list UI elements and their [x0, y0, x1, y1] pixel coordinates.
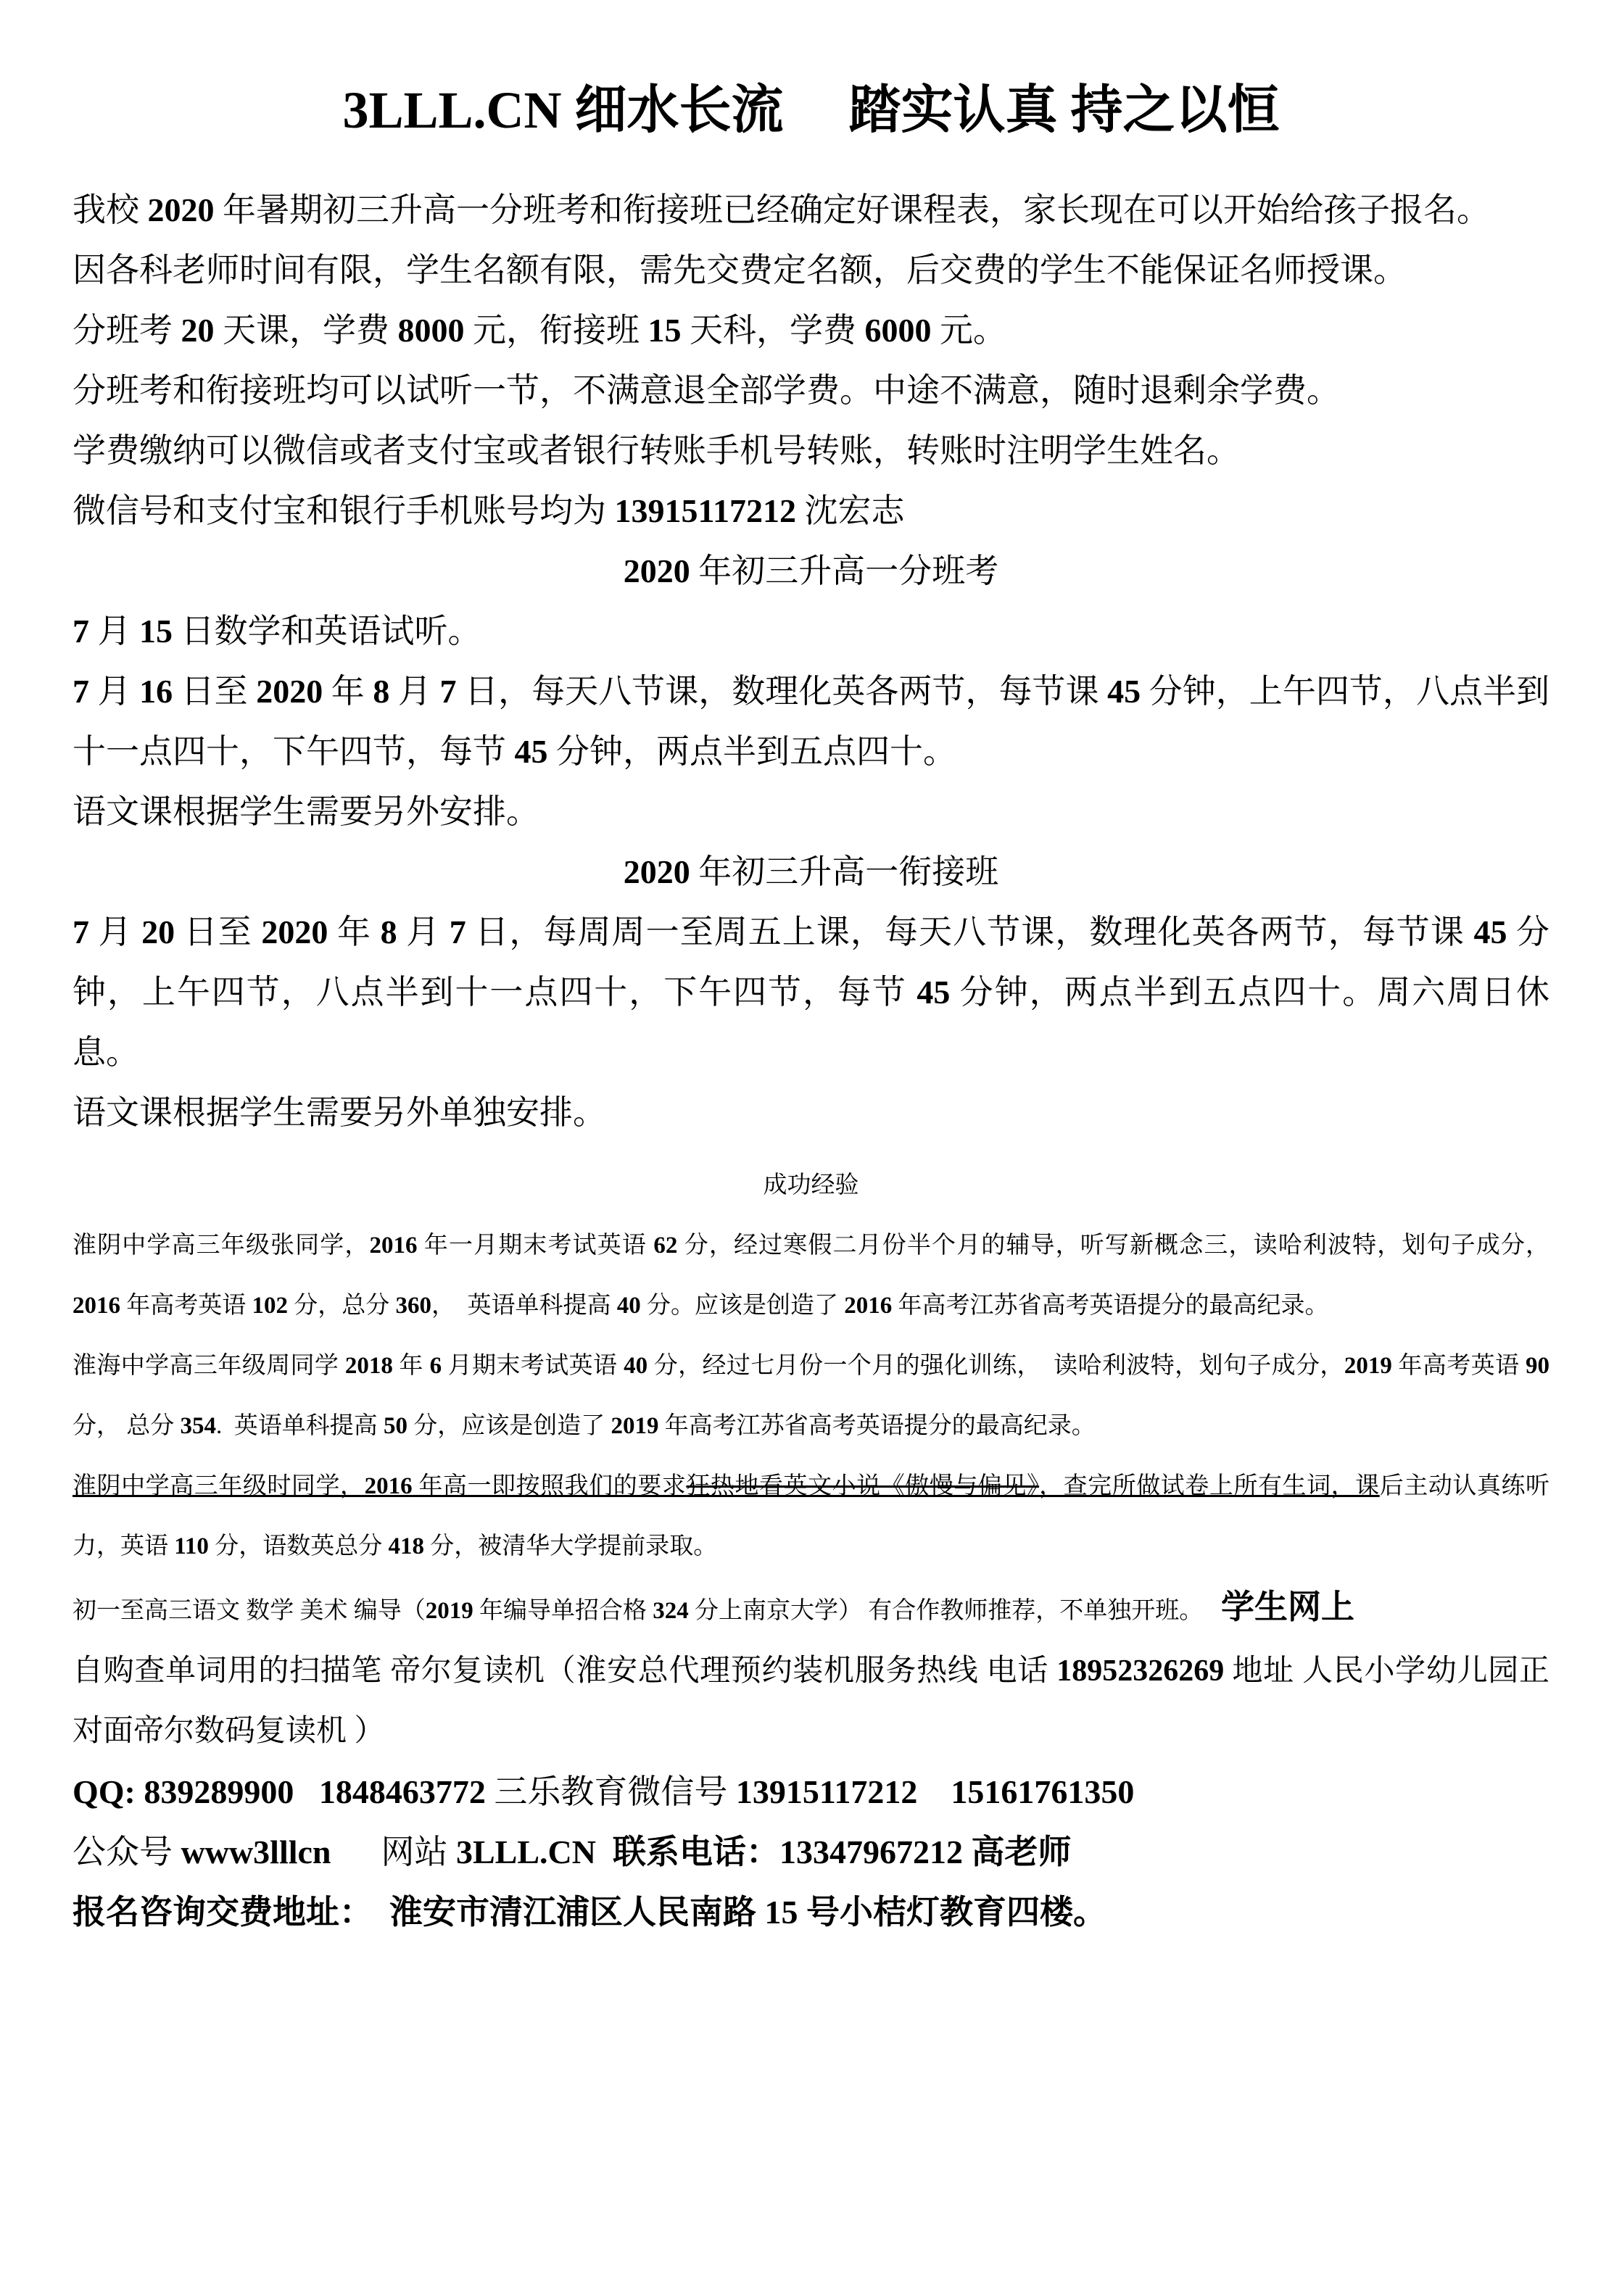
text-run: 网站: [331, 1833, 456, 1870]
text-run: . 英语单科提高: [216, 1413, 384, 1439]
text-run: 分，经过寒假二月份半个月的辅导，听写新概念三，读哈利波特，划句子成分，: [677, 1232, 1549, 1259]
text-run: 6000: [864, 312, 932, 349]
text-run: 16: [139, 673, 173, 710]
text-run: 淮海中学高三年级周同学: [73, 1353, 345, 1379]
text-run: 分上南京大学） 有合作教师推荐，不单独开班。: [688, 1598, 1221, 1624]
paragraph: [73, 481, 1549, 541]
text-run: 418: [388, 1533, 424, 1559]
paragraph: [73, 420, 1549, 481]
paragraph: [73, 1577, 1549, 1641]
paragraph: [73, 1216, 1549, 1336]
text-run: 13915117212: [614, 492, 796, 529]
text-run: 分， 总分: [73, 1353, 1556, 1439]
text-run: 360: [395, 1293, 431, 1319]
text-run: 45: [916, 974, 951, 1011]
text-run: 沈宏志: [795, 492, 905, 529]
text-run: 40: [616, 1293, 641, 1319]
text-run: 语文课根据学生需要另外单独安排。: [73, 1094, 606, 1131]
text-run: 元。: [931, 312, 1006, 349]
paragraph: [73, 1456, 1549, 1577]
text-run: 2016: [844, 1293, 893, 1319]
text-run: 7: [73, 673, 89, 710]
text-run: 月: [89, 673, 140, 710]
text-run: 月期末考试英语: [442, 1353, 624, 1379]
text-run: 三乐教育微信号: [485, 1773, 736, 1810]
text-run: 年高考江苏省高考英语提分的最高纪录。: [658, 1413, 1096, 1439]
text-run: 354: [180, 1413, 216, 1439]
text-run: 7: [73, 613, 89, 650]
paragraph: [73, 1762, 1549, 1822]
paragraph: [73, 1882, 1549, 1942]
text-run: [917, 1773, 951, 1810]
text-run: 2019: [425, 1598, 473, 1624]
text-run: 年初三升高一衔接班: [690, 853, 999, 890]
page-title: 3LLL.CN 细水长流 踏实认真 持之以恒: [342, 81, 1280, 139]
text-run: 自购查单词用的扫描笔 帝尔复读机（淮安总代理预约装机服务热线 电话: [73, 1654, 1057, 1688]
text-run: 分班考: [73, 312, 181, 349]
text-run: 2019: [611, 1413, 659, 1439]
text-run: 20: [141, 913, 175, 950]
text-run: 3LLL.CN: [456, 1833, 596, 1870]
text-run: 2016: [369, 1232, 418, 1259]
text-run: ，查完所做试卷上所有生词，课: [1039, 1473, 1380, 1499]
text-run: 天科，学费: [681, 312, 865, 349]
text-run: 2016: [73, 1293, 120, 1319]
text-run: 45: [1473, 913, 1507, 950]
text-run: 2019: [1344, 1353, 1392, 1379]
text-run: 成功经验: [763, 1172, 859, 1198]
text-run: 2020: [256, 673, 323, 710]
paragraph: [73, 1822, 1549, 1882]
paragraph: [73, 661, 1549, 782]
paragraph: [73, 1641, 1549, 1762]
text-run: 40: [624, 1353, 648, 1379]
text-run: 分钟，两点半到五点四十。: [547, 733, 956, 770]
paragraph: [73, 360, 1549, 420]
text-run: 日至: [175, 913, 262, 950]
text-run: www3lllcn: [181, 1833, 331, 1870]
text-run: 62: [653, 1232, 678, 1259]
text-run: 报名咨询交费地址： 淮安市清江浦区人民南路 15 号小桔灯教育四楼。: [73, 1894, 1106, 1931]
paragraph: [73, 541, 1549, 601]
paragraph: [73, 180, 1549, 240]
text-run: 月: [89, 913, 142, 950]
text-run: 学费缴纳可以微信或者支付宝或者银行转账手机号转账，转账时注明学生姓名。: [73, 432, 1240, 469]
text-run: 2020: [623, 552, 690, 589]
text-run: 年高一即按照我们的要求: [412, 1473, 687, 1499]
text-run: 2020: [261, 913, 328, 950]
text-run: 元，衔接班: [464, 312, 648, 349]
text-run: 6: [429, 1353, 442, 1379]
text-run: 2020: [623, 853, 690, 890]
text-run: 15: [139, 613, 173, 650]
text-run: 淮阴中学高三年级张同学，: [73, 1232, 370, 1259]
text-run: 年初三升高一分班考: [690, 552, 999, 589]
text-run: 分钟，上午四节，八点半到十一点四十，下午四节，每节: [73, 913, 1550, 1011]
text-run: 15161761350: [951, 1773, 1135, 1810]
text-run: 淮阴中学高三年级时同学，: [73, 1473, 365, 1499]
text-run: 90: [1526, 1353, 1550, 1379]
text-run: 月: [389, 673, 440, 710]
text-run: 年高考英语: [120, 1293, 252, 1319]
text-run: 年一月期末考试英语: [417, 1232, 654, 1259]
paragraph: [73, 601, 1549, 661]
text-run: 2020: [147, 191, 215, 228]
text-run: 分钟，两点半到五点四十。周六周日休息。: [73, 974, 1550, 1071]
paragraph: [73, 1156, 1549, 1216]
text-run: 102: [252, 1293, 288, 1319]
text-run: 20: [181, 312, 215, 349]
paragraph: [73, 842, 1549, 902]
text-run: 初一至高三语文 数学 美术 编导（: [73, 1598, 426, 1624]
text-run: 我校: [73, 191, 148, 228]
text-run: 分。应该是创造了: [640, 1293, 845, 1319]
text-run: 日，每周周一至周五上课，每天八节课，数理化英各两节，每节课: [466, 913, 1474, 950]
text-run: 学生网上: [1221, 1588, 1354, 1625]
text-run: 年: [328, 913, 381, 950]
text-run: ， 英语单科提高: [431, 1293, 617, 1319]
paragraphs: [73, 180, 1556, 1942]
text-run: 15: [647, 312, 682, 349]
paragraph: [73, 1336, 1556, 1456]
text-run: 语文课根据学生需要另外安排。: [73, 793, 539, 830]
text-run: 年编导单招合格: [473, 1598, 653, 1624]
text-run: 7: [439, 673, 457, 710]
text-run: 联系电话：13347967212 高老师: [612, 1833, 1072, 1870]
text-run: 天课，学费: [214, 312, 398, 349]
text-run: 分，被清华大学提前录取。: [423, 1533, 718, 1559]
text-run: 分钟，上午四节，八点半到十一点四十，下午四节，每节: [73, 673, 1550, 770]
paragraph: [73, 902, 1549, 1082]
paragraph: [73, 240, 1549, 300]
text-run: 狂热地看英文小说《傲慢与偏见》: [686, 1473, 1040, 1499]
text-run: 日至: [173, 673, 257, 710]
text-run: QQ: 839289900 1848463772: [73, 1773, 486, 1810]
text-run: 日，每天八节课，数理化英各两节，每节课: [456, 673, 1108, 710]
text-run: 因各科老师时间有限，学生名额有限，需先交费定名额，后交费的学生不能保证名师授课。: [73, 252, 1407, 289]
text-run: 分，语数英总分: [208, 1533, 389, 1559]
text-run: 年: [323, 673, 373, 710]
text-run: 地址 人民小学幼儿园正对面帝尔数码复读机 ）: [73, 1654, 1549, 1748]
text-run: 年高考江苏省高考英语提分的最高纪录。: [892, 1293, 1329, 1319]
text-run: 年: [392, 1353, 430, 1379]
text-run: 分班考和衔接班均可以试听一节，不满意退全部学费。中途不满意，随时退剩余学费。: [73, 372, 1340, 409]
text-run: 45: [1107, 673, 1141, 710]
text-run: 日数学和英语试听。: [173, 613, 481, 650]
text-run: 50: [384, 1413, 407, 1439]
text-run: 110: [174, 1533, 209, 1559]
text-run: 324: [653, 1598, 689, 1624]
text-run: 分，经过七月份一个月的强化训练， 读哈利波特，划句子成分，: [647, 1353, 1344, 1379]
text-run: 后主动认真练听力，英语: [73, 1473, 1550, 1559]
text-run: 月: [89, 613, 139, 650]
text-run: 分，总分: [288, 1293, 396, 1319]
text-run: 年暑期初三升高一分班考和衔接班已经确定好课程表，家长现在可以开始给孩子报名。: [214, 191, 1490, 228]
paragraph: [73, 782, 1549, 842]
text-run: 年高考英语: [1391, 1353, 1526, 1379]
text-run: 月: [397, 913, 450, 950]
paragraph: [73, 1082, 1549, 1143]
text-run: 8: [373, 673, 390, 710]
text-run: 7: [73, 913, 89, 950]
text-run: 2018: [344, 1353, 393, 1379]
text-run: 公众号: [73, 1833, 181, 1870]
text-run: 微信号和支付宝和银行手机账号均为: [73, 492, 615, 529]
text-run: [596, 1833, 613, 1870]
text-run: 45: [514, 733, 548, 770]
text-run: 13915117212: [735, 1773, 918, 1810]
text-run: 8000: [397, 312, 465, 349]
text-run: 8: [380, 913, 397, 950]
text-run: 2016: [364, 1473, 413, 1499]
text-run: 分，应该是创造了: [407, 1413, 611, 1439]
text-run: 7: [449, 913, 466, 950]
text-run: 18952326269: [1056, 1654, 1225, 1688]
paragraph: [73, 300, 1549, 360]
